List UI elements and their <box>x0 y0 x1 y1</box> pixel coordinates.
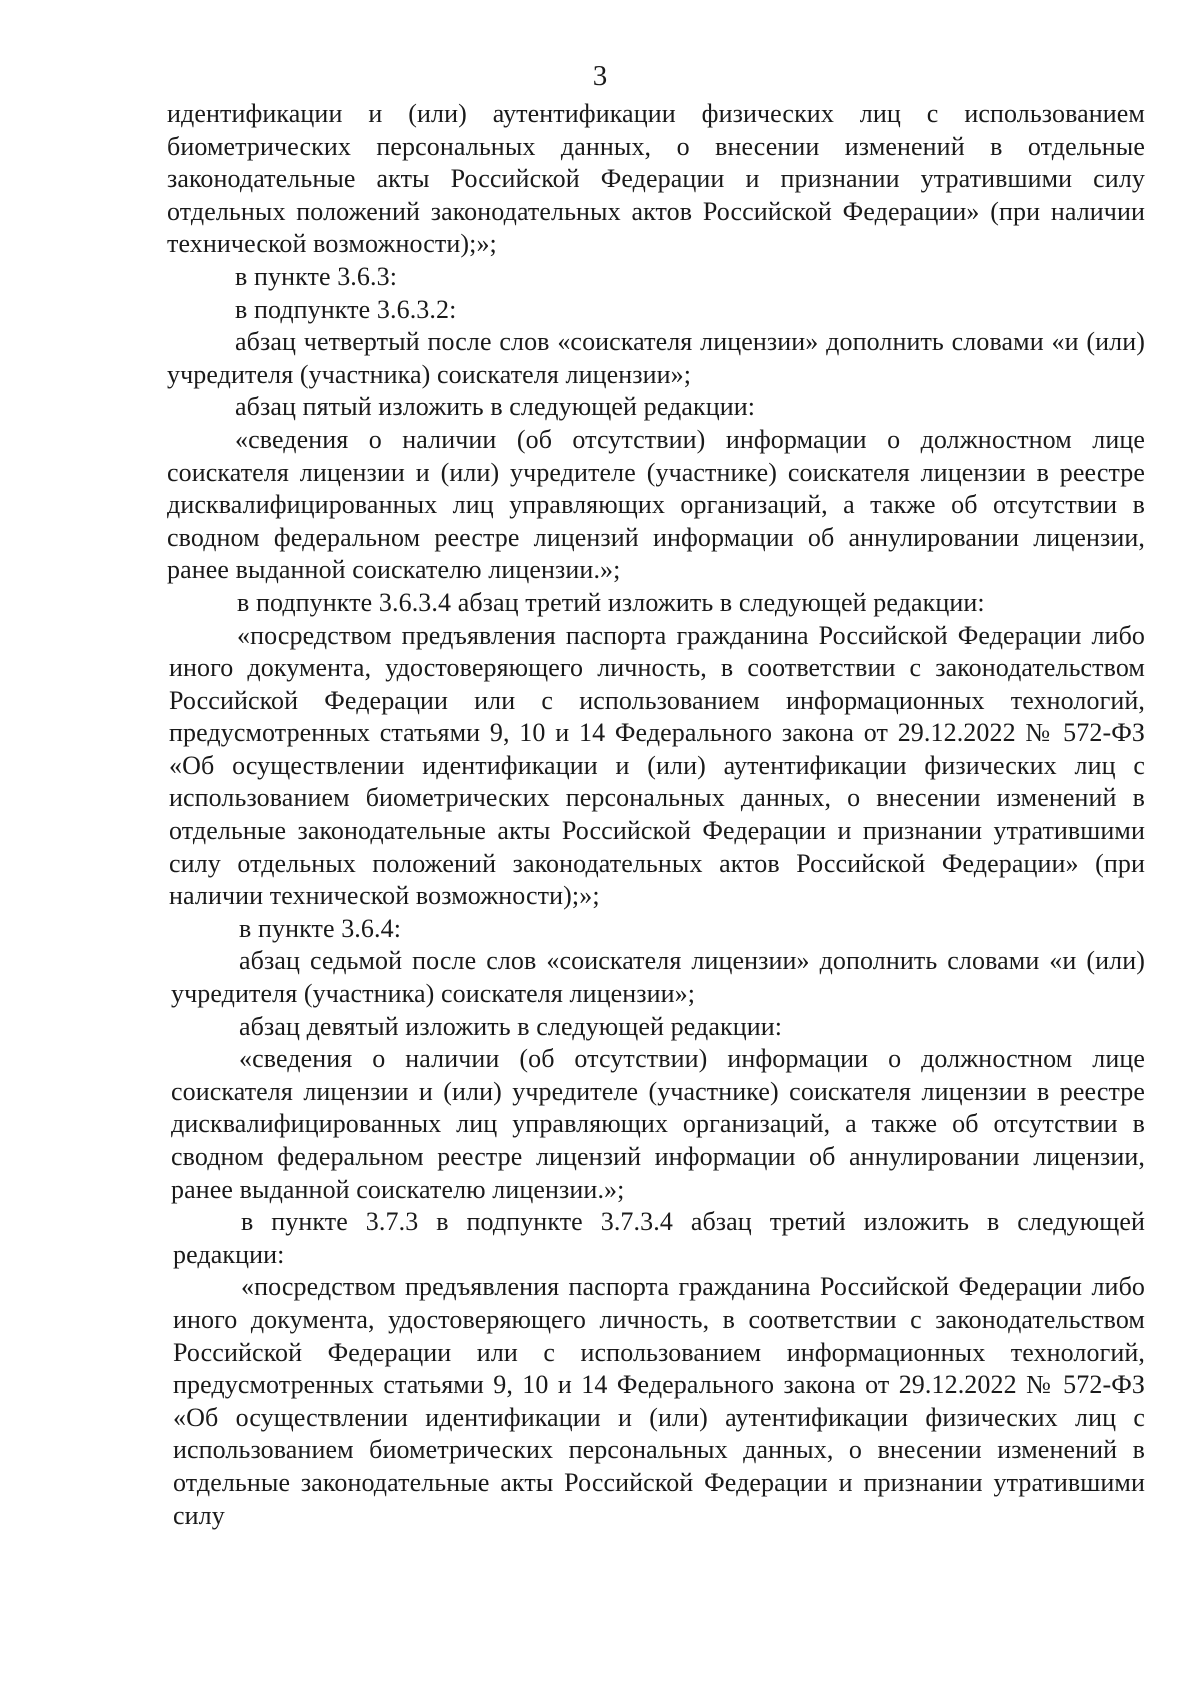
paragraph-1: идентификации и (или) аутентификации физических лиц с использованием биометрических персональных данных, о внесении изменений в отдельные законодательные акты Российской Федерации и признании утратившими силу отдельных положений законодательных актов Российской Федерации» (при наличии технической возможности);»; <box>167 99 1145 259</box>
paragraph-11: абзац девятый изложить в следующей редакции: <box>239 1011 783 1041</box>
paragraph-7: в подпункте 3.6.3.4 абзац третий изложить в следующей редакции: <box>237 587 985 617</box>
paragraph-14: «посредством предъявления паспорта гражданина Российской Федерации либо иного документа, удостоверяющего личность, в соответствии с законодательством Российской Федерации или с использованием информационных технологий, предусмотренных статьями 9, 10 и 14 Федерального закона от 29.12.2022 № 572-ФЗ «Об осуществлении идентификации и (или) аутентификации физических лиц с использованием биометрических персональных данных, о внесении изменений в отдельные законодательные акты Российской Федерации и признании утратившими силу <box>173 1272 1145 1530</box>
paragraph-12: «сведения о наличии (об отсутствии) информации о должностном лице соискателя лицензии и (или) учредителе (участнике) соискателя лицензии в реестре дисквалифицированных лиц управляющих организаций, а также об отсутствии в сводном федеральном реестре лицензий информации об аннулировании лицензии, ранее выданной соискателю лицензии.»; <box>171 1044 1145 1204</box>
paragraph-2: в пункте 3.6.3: <box>235 261 398 291</box>
document-body <box>167 98 1145 1532</box>
paragraph-9: в пункте 3.6.4: <box>239 913 402 943</box>
paragraph-5: абзац пятый изложить в следующей редакции: <box>235 392 756 422</box>
paragraph-8: «посредством предъявления паспорта гражданина Российской Федерации либо иного документа, удостоверяющего личность, в соответствии с законодательством Российской Федерации или с использованием информационных технологий, предусмотренных статьями 9, 10 и 14 Федерального закона от 29.12.2022 № 572-ФЗ «Об осуществлении идентификации и (или) аутентификации физических лиц с использованием биометрических персональных данных, о внесении изменений в отдельные законодательные акты Российской Федерации и признании утратившими силу отдельных положений законодательных актов Российской Федерации» (при наличии технической возможности);»; <box>169 620 1145 911</box>
paragraph-4: абзац четвертый после слов «соискателя лицензии» дополнить словами «и (или) учредителя (участника) соискателя лицензии»; <box>167 327 1145 389</box>
paragraph-3: в подпункте 3.6.3.2: <box>235 294 457 324</box>
paragraph-6: «сведения о наличии (об отсутствии) информации о должностном лице соискателя лицензии и (или) учредителе (участнике) соискателя лицензии в реестре дисквалифицированных лиц управляющих организаций, а также об отсутствии в сводном федеральном реестре лицензий информации об аннулировании лицензии, ранее выданной соискателю лицензии.»; <box>167 424 1145 585</box>
paragraph-10: абзац седьмой после слов «соискателя лицензии» дополнить словами «и (или) учредителя (участника) соискателя лицензии»; <box>171 946 1145 1009</box>
paragraph-13: в пункте 3.7.3 в подпункте 3.7.3.4 абзац третий изложить в следующей редакции: <box>173 1207 1145 1269</box>
page-number: 3 <box>592 60 608 92</box>
